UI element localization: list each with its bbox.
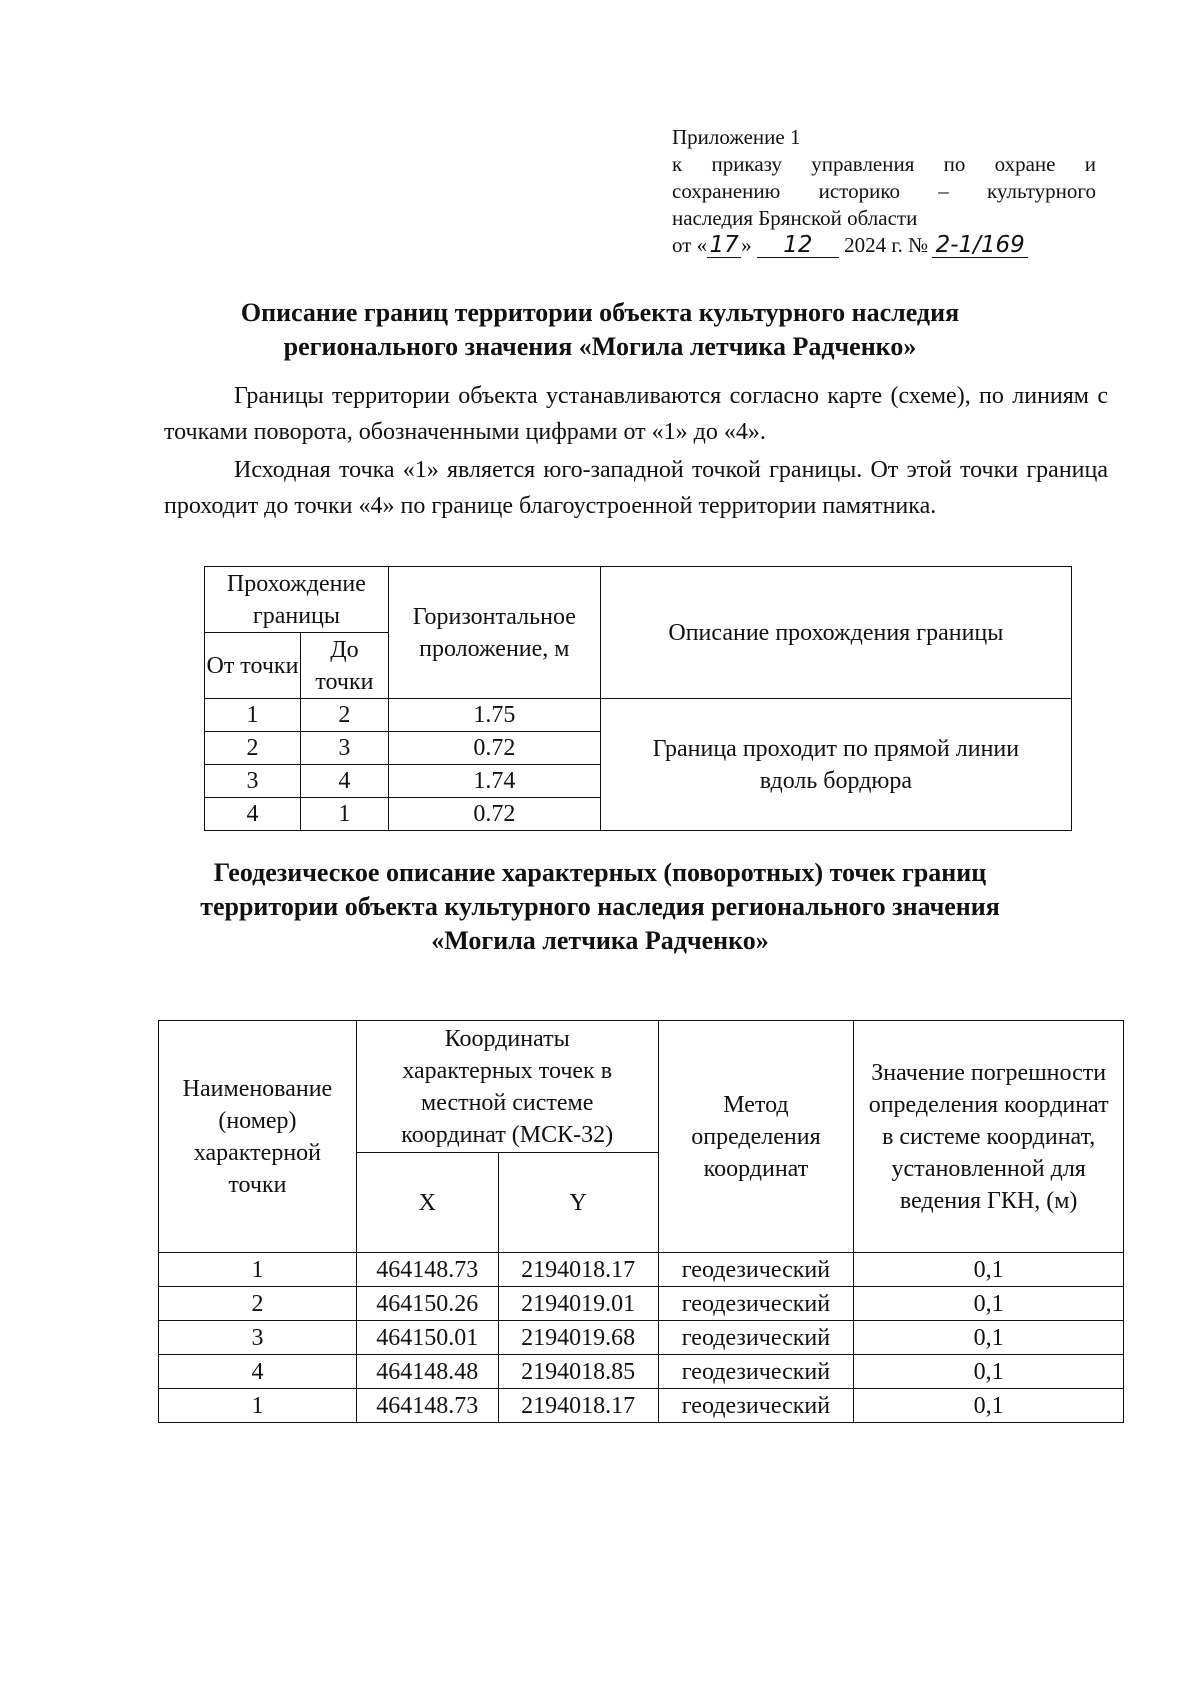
table-row <box>159 1287 1124 1321</box>
appendix-line-2: сохранению историко – культурного <box>672 179 1096 203</box>
cell-y: 2194019.68 <box>498 1321 658 1355</box>
title-geodetic <box>120 856 1080 958</box>
cell-distance: 1.75 <box>388 699 600 732</box>
paragraph-origin: Исходная точка «1» является юго-западной точкой границы. От этой точки граница проходит до точки «4» по границе благоустроенной территории памятника. <box>164 457 1108 519</box>
cell-point-name: 1 <box>159 1389 357 1423</box>
table-row <box>159 1253 1124 1287</box>
cell-x: 464148.73 <box>356 1253 498 1287</box>
appendix-line-1: к приказу управления по охране и <box>672 152 1096 176</box>
cell-y: 2194018.17 <box>498 1253 658 1287</box>
cell-y: 2194019.01 <box>498 1287 658 1321</box>
paragraph-boundaries-text: Границы территории объекта устанавливаются согласно карте (схеме), по линиям с точками поворота, обозначенными цифрами от «1» до «4». <box>164 383 1108 445</box>
cell-distance: 1.74 <box>388 765 600 798</box>
cell-error: 0,1 <box>854 1355 1124 1389</box>
appendix-block <box>672 124 1096 259</box>
cell-description: Граница проходит по прямой линии вдоль бордюра <box>600 699 1071 831</box>
handwritten-month: 12 <box>757 233 839 258</box>
cell-to: 2 <box>300 699 388 732</box>
table-row <box>159 1321 1124 1355</box>
date-year: 2024 г. № <box>844 233 929 257</box>
header-error: Значение погрешности определения координат в системе координат, установленной для ведения ГКН, (м) <box>854 1021 1124 1253</box>
cell-from: 4 <box>205 798 301 831</box>
cell-method: геодезический <box>658 1355 854 1389</box>
header-passage: Прохождение границы <box>205 567 389 633</box>
header-distance: Горизонтальное проложение, м <box>388 567 600 699</box>
header-to: До точки <box>300 633 388 699</box>
cell-y: 2194018.17 <box>498 1389 658 1423</box>
header-description: Описание прохождения границы <box>600 567 1071 699</box>
cell-distance: 0.72 <box>388 732 600 765</box>
cell-from: 3 <box>205 765 301 798</box>
cell-to: 4 <box>300 765 388 798</box>
cell-point-name: 1 <box>159 1253 357 1287</box>
paragraph-boundaries <box>164 378 1108 450</box>
cell-error: 0,1 <box>854 1389 1124 1423</box>
cell-point-name: 4 <box>159 1355 357 1389</box>
cell-point-name: 3 <box>159 1321 357 1355</box>
date-mid: » <box>741 233 752 257</box>
header-point-name: Наименование (номер) характерной точки <box>159 1021 357 1253</box>
handwritten-day: 17 <box>707 233 741 258</box>
title-geodetic-line-3: «Могила летчика Радченко» <box>431 926 769 955</box>
cell-method: геодезический <box>658 1253 854 1287</box>
cell-x: 464148.73 <box>356 1389 498 1423</box>
cell-x: 464150.01 <box>356 1321 498 1355</box>
cell-y: 2194018.85 <box>498 1355 658 1389</box>
cell-error: 0,1 <box>854 1321 1124 1355</box>
appendix-title: Приложение 1 <box>672 125 801 149</box>
date-prefix: от « <box>672 233 708 257</box>
header-from: От точки <box>205 633 301 699</box>
cell-x: 464148.48 <box>356 1355 498 1389</box>
title-boundaries <box>120 296 1080 364</box>
cell-to: 3 <box>300 732 388 765</box>
table-row <box>159 1355 1124 1389</box>
appendix-date-line <box>672 232 1096 259</box>
title-geodetic-line-1: Геодезическое описание характерных (поворотных) точек границ <box>213 858 987 887</box>
cell-error: 0,1 <box>854 1253 1124 1287</box>
handwritten-number: 2-1/169 <box>932 233 1028 258</box>
header-x: X <box>356 1153 498 1253</box>
table-row <box>159 1389 1124 1423</box>
cell-method: геодезический <box>658 1321 854 1355</box>
cell-from: 2 <box>205 732 301 765</box>
cell-error: 0,1 <box>854 1287 1124 1321</box>
title-boundaries-line-2: регионального значения «Могила летчика Радченко» <box>283 332 917 361</box>
boundary-passage-table <box>204 566 1072 831</box>
header-method: Метод определения координат <box>658 1021 854 1253</box>
cell-distance: 0.72 <box>388 798 600 831</box>
header-coordinates: Координаты характерных точек в местной системе координат (МСК-32) <box>356 1021 658 1153</box>
cell-point-name: 2 <box>159 1287 357 1321</box>
cell-to: 1 <box>300 798 388 831</box>
header-y: Y <box>498 1153 658 1253</box>
geodetic-points-table <box>158 1020 1124 1423</box>
cell-from: 1 <box>205 699 301 732</box>
cell-x: 464150.26 <box>356 1287 498 1321</box>
title-geodetic-line-2: территории объекта культурного наследия регионального значения <box>200 892 1000 921</box>
title-boundaries-line-1: Описание границ территории объекта культурного наследия <box>240 298 960 327</box>
cell-method: геодезический <box>658 1389 854 1423</box>
appendix-line-3: наследия Брянской области <box>672 206 918 230</box>
cell-method: геодезический <box>658 1287 854 1321</box>
